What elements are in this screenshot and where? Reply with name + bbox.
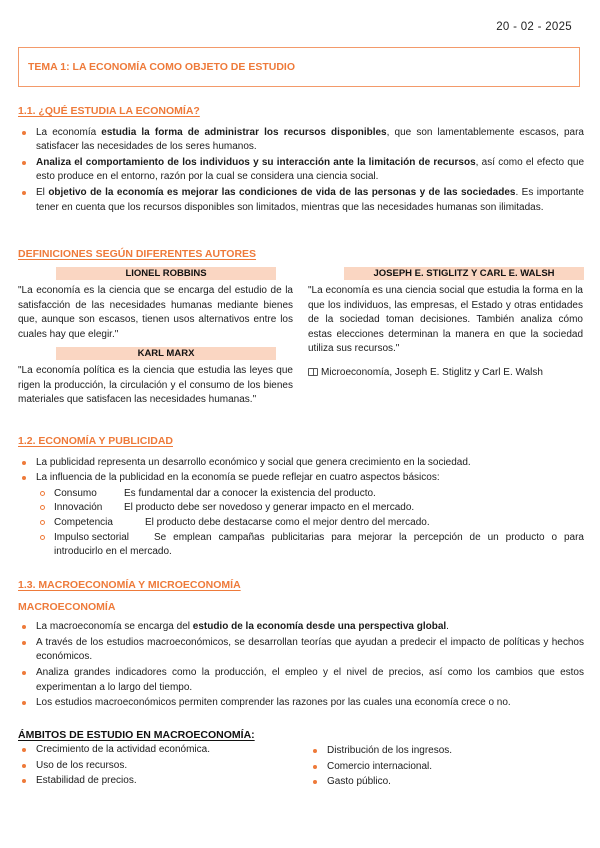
bold-text: estudio de la economía desde una perspectiva global <box>192 621 447 633</box>
aspect-desc: El producto debe destacarse como el mejor dentro del mercado. <box>145 516 430 528</box>
marx-block <box>18 347 293 408</box>
list-item <box>18 620 584 635</box>
list-item: Comercio internacional. <box>309 760 579 775</box>
aspect-term: Competencia <box>54 516 113 528</box>
list-item <box>18 471 584 560</box>
text: El <box>36 186 49 198</box>
list-item: Los estudios macroeconómicos permiten comprender las razones por las cuales una economía crece o no. <box>18 696 584 711</box>
bold-text: Analiza el comportamiento de los individuos y su interacción ante la limitación de recursos <box>36 156 476 168</box>
aspect-item <box>18 501 584 516</box>
reference-text: Microeconomía, Joseph E. Stiglitz y Carl E. Walsh <box>321 366 543 378</box>
author-name: KARL MARX <box>56 347 276 360</box>
date: 20 - 02 - 2025 <box>496 21 572 33</box>
author-quote: "La economía es la ciencia que se encarga del estudio de la satisfacción de las necesidades humanas mediante bienes que, aunque son escasos, tienen usos alternativos entre los cuales hay que elegir." <box>18 285 293 340</box>
list-item: Uso de los recursos. <box>18 759 298 774</box>
author-quote: "La economía es una ciencia social que estudia la forma en la que los individuos, las empresas, el Estado y otras entidades de la sociedad toman decisiones. También analiza cómo estas elecciones determinan la manera en que la sociedad utiliza sus recursos." <box>308 285 583 355</box>
list-item <box>18 126 584 155</box>
list-item: Gasto público. <box>309 775 579 790</box>
page-title: TEMA 1: LA ECONOMÍA COMO OBJETO DE ESTUDIO <box>28 61 295 73</box>
definitions-section <box>18 247 584 262</box>
aspect-desc: El producto debe ser novedoso y generar impacto en el mercado. <box>124 502 415 514</box>
aspect-item <box>18 487 584 502</box>
list-item: Analiza grandes indicadores como la producción, el empleo y el nivel de precios, así como los cambios que estos experimentan a lo largo del tiempo. <box>18 666 584 695</box>
author-quote: "La economía política es la ciencia que estudia las leyes que rigen la producción, la circulación y el consumo de los bienes materiales que satisfacen las necesidades humanas." <box>18 365 293 406</box>
section-heading: 1.3. MACROECONOMÍA Y MICROECONOMÍA <box>18 579 241 591</box>
bold-text: estudia la forma de administrar los recursos disponibles <box>101 126 387 138</box>
section-heading: DEFINICIONES SEGÚN DIFERENTES AUTORES <box>18 248 257 260</box>
text: . <box>446 621 449 633</box>
book-reference <box>308 366 583 381</box>
subsection-heading: MACROECONOMÍA <box>18 600 116 613</box>
text: La influencia de la publicidad en la economía se puede reflejar en cuatro aspectos básicos: <box>36 472 440 484</box>
stiglitz-block <box>308 267 583 381</box>
bullet-list <box>18 126 584 216</box>
text: , que son lamentablemente escasos, para satisfacer las necesidades de los seres humanos. <box>36 126 584 153</box>
ambitos-right <box>309 744 579 791</box>
author-name: JOSEPH E. STIGLITZ Y CARL E. WALSH <box>344 267 584 280</box>
aspect-term: Innovación <box>54 502 103 514</box>
title-box <box>18 47 580 87</box>
bullet-list <box>309 744 579 790</box>
list-item: Distribución de los ingresos. <box>309 744 579 759</box>
section-heading: 1.2. ECONOMÍA Y PUBLICIDAD <box>18 435 173 447</box>
section-1-3 <box>18 578 584 712</box>
bullet-list <box>18 456 584 560</box>
list-item <box>18 186 584 215</box>
text: , así como el efecto que esto produce en el entorno, razón por la cual se considera una ciencia social. <box>36 156 585 183</box>
robbins-block <box>18 267 293 342</box>
ambitos-heading-wrap <box>18 728 584 743</box>
text: La macroeconomía se encarga del <box>36 621 193 633</box>
aspect-item <box>18 516 584 531</box>
bold-text: objetivo de la economía es mejorar las condiciones de vida de las personas y de las sociedades <box>48 186 516 198</box>
aspect-desc: Es fundamental dar a conocer la existencia del producto. <box>124 487 376 499</box>
aspect-list <box>18 487 584 560</box>
book-icon <box>308 368 318 376</box>
ambitos-left <box>18 743 298 790</box>
aspect-term: Consumo <box>54 487 97 499</box>
author-name: LIONEL ROBBINS <box>56 267 276 280</box>
bullet-list <box>18 743 298 789</box>
section-1-2 <box>18 434 584 561</box>
list-item: La publicidad representa un desarrollo económico y social que genera crecimiento en la sociedad. <box>18 456 584 471</box>
aspect-item <box>18 531 584 560</box>
list-item <box>18 156 584 185</box>
list-item: A través de los estudios macroeconómicos, se desarrollan teorías que ayudan a predecir el impacto de políticas y hechos económicos. <box>18 636 584 665</box>
ambitos-heading: ÁMBITOS DE ESTUDIO EN MACROECONOMÍA: <box>18 729 255 741</box>
text: La economía <box>36 126 102 138</box>
aspect-desc: Se emplean campañas publicitarias para mejorar la percepción de un producto o para introducirlo en el mercado. <box>54 531 584 558</box>
text: . Es importante tener en cuenta que los recursos disponibles son limitados, mientras que las necesidades humanas son ilimitadas. <box>36 186 584 213</box>
bullet-list <box>18 620 584 711</box>
section-heading: 1.1. ¿QUÉ ESTUDIA LA ECONOMÍA? <box>18 105 200 117</box>
list-item: Crecimiento de la actividad económica. <box>18 743 298 758</box>
list-item: Estabilidad de precios. <box>18 774 298 789</box>
aspect-term: Impulso sectorial <box>54 531 130 543</box>
section-1-1 <box>18 104 584 216</box>
